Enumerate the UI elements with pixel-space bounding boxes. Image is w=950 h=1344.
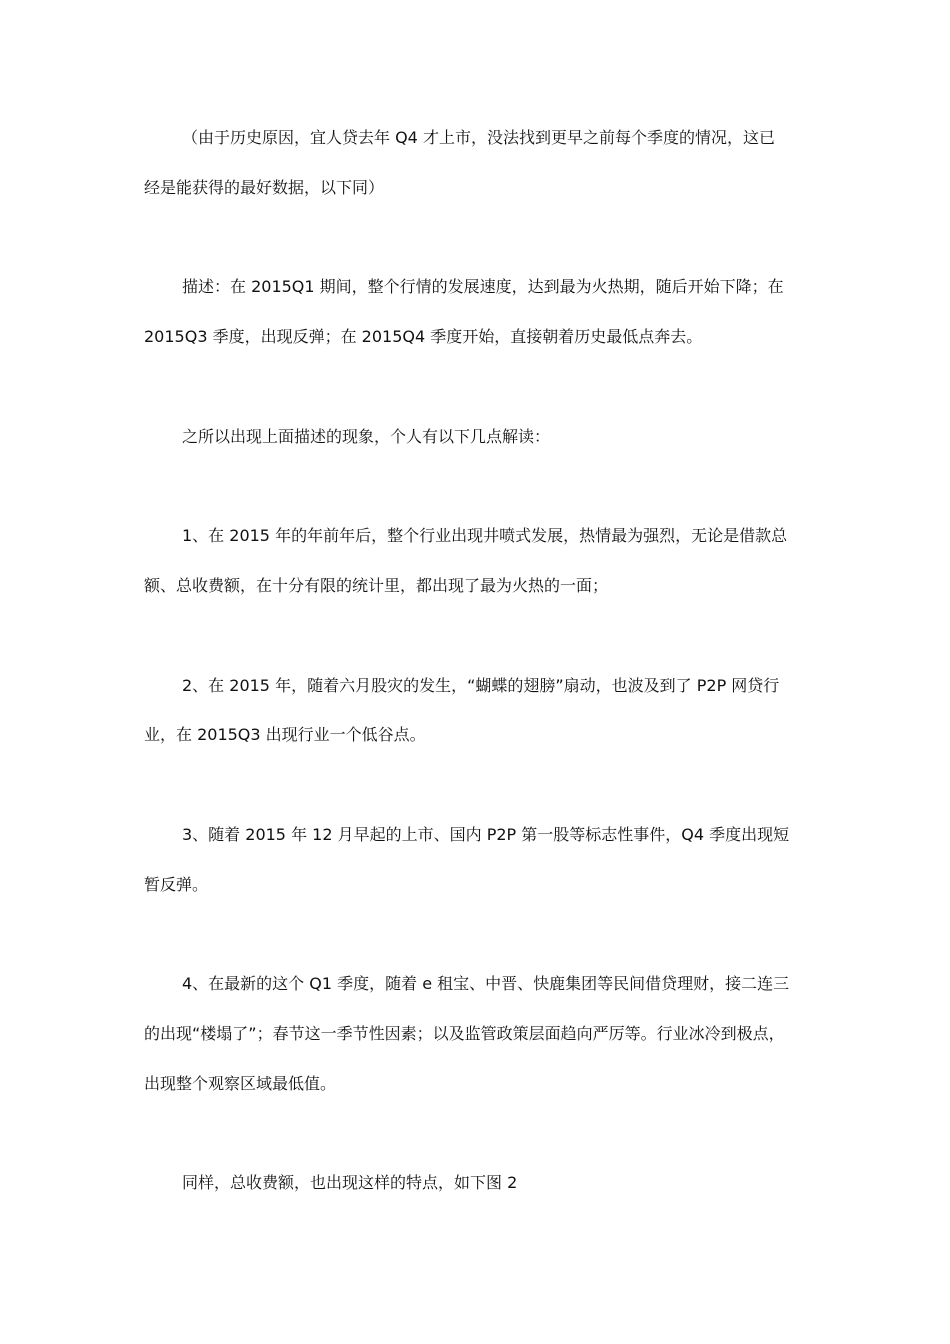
paragraph-3-line-1: 之所以出现上面描述的现象，个人有以下几点解读： (182, 427, 551, 446)
paragraph-7-line-1: 4、在最新的这个 Q1 季度，随着 e 租宝、中晋、快鹿集团等民间借贷理财，接二连三 (182, 974, 790, 993)
paragraph-6-line-1: 3、随着 2015 年 12 月早起的上市、国内 P2P 第一股等标志性事件，Q4 季度出现短 (182, 825, 790, 844)
paragraph-5-line-2: 业，在 2015Q3 出现行业一个低谷点。 (144, 725, 426, 744)
paragraph-4-line-1: 1、在 2015 年的年前年后，整个行业出现井喷式发展，热情最为强烈，无论是借款总 (182, 526, 788, 545)
paragraph-5-line-1: 2、在 2015 年，随着六月股灾的发生，“蝴蝶的翅膀”扇动，也波及到了 P2P 网贷行 (182, 676, 780, 695)
paragraph-6-line-2: 暂反弹。 (144, 875, 209, 894)
paragraph-7-line-2: 的出现“楼塌了”；春节这一季节性因素；以及监管政策层面趋向严厉等。行业冰冷到极点， (144, 1024, 785, 1043)
paragraph-8-line-1: 同样，总收费额，也出现这样的特点，如下图 2 (182, 1173, 518, 1192)
paragraph-1-line-1: （由于历史原因，宜人贷去年 Q4 才上市，没法找到更早之前每个季度的情况，这已 (182, 128, 775, 147)
paragraph-2-line-1: 描述：在 2015Q1 期间，整个行情的发展速度，达到最为火热期，随后开始下降；在 (182, 277, 784, 296)
paragraph-1-line-2: 经是能获得的最好数据，以下同） (144, 178, 385, 197)
paragraph-4-line-2: 额、总收费额，在十分有限的统计里，都出现了最为火热的一面； (144, 576, 609, 595)
paragraph-7-line-3: 出现整个观察区域最低值。 (144, 1074, 337, 1093)
paragraph-2-line-2: 2015Q3 季度，出现反弹；在 2015Q4 季度开始，直接朝着历史最低点奔去。 (144, 327, 703, 346)
